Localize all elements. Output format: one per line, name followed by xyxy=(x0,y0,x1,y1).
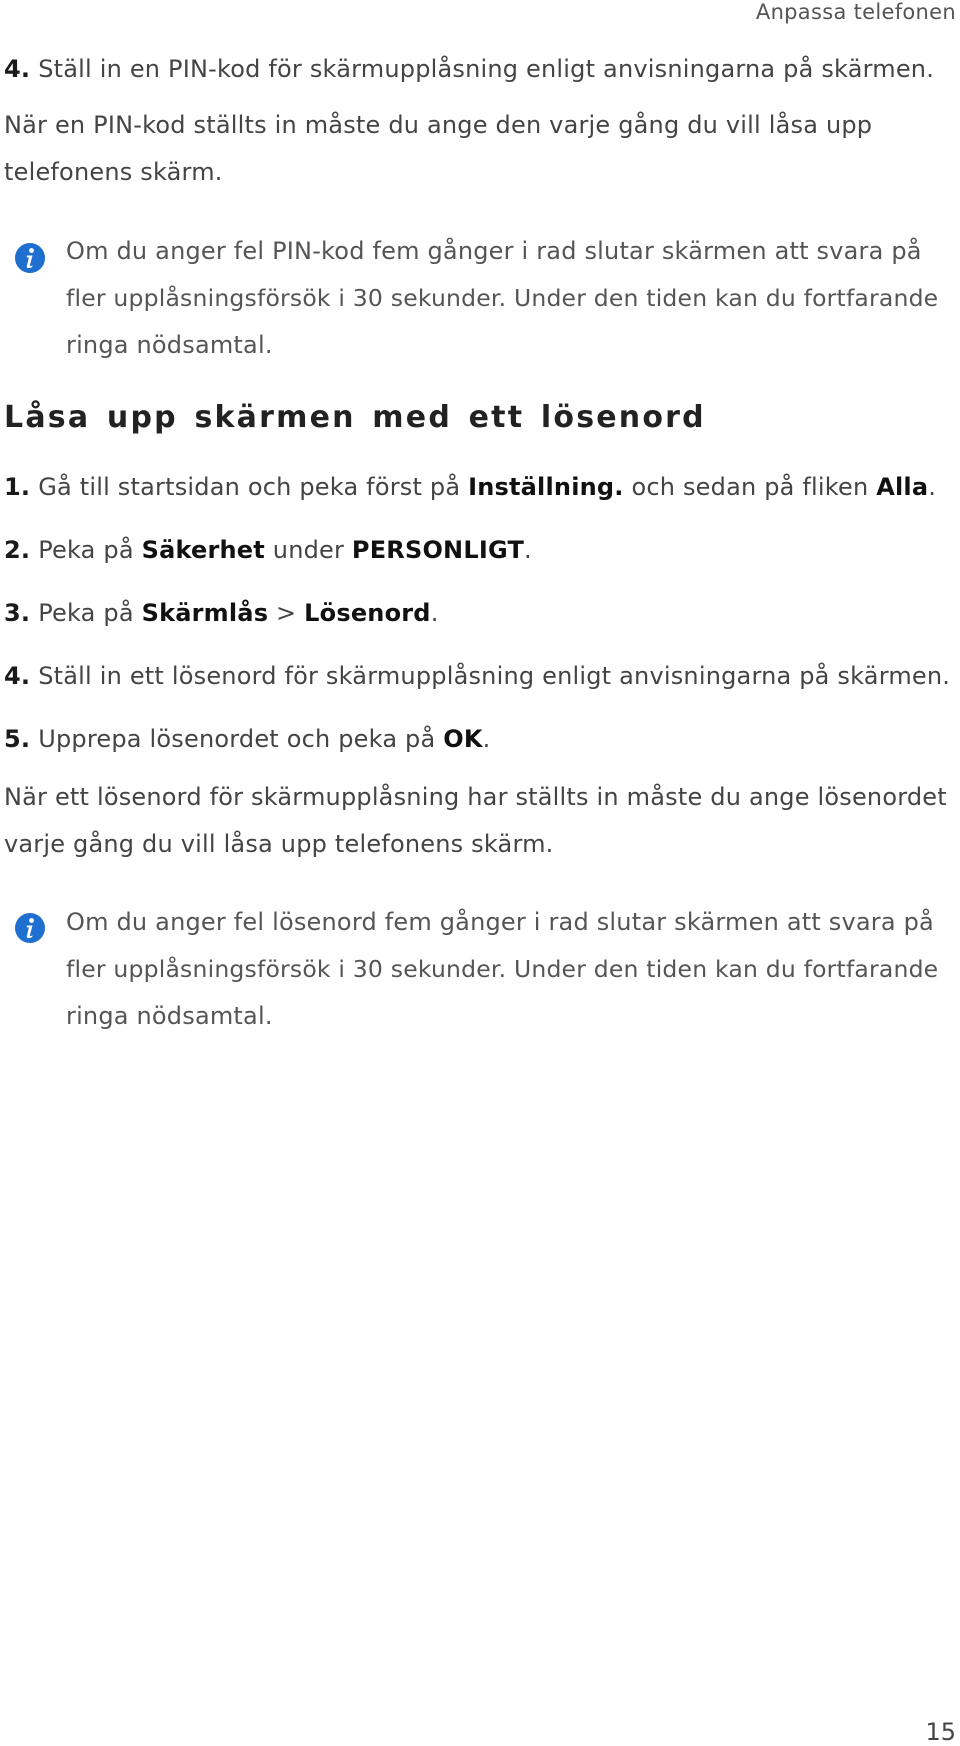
step-text: Upprepa lösenordet och peka på xyxy=(38,725,444,753)
button-name: OK xyxy=(443,725,483,753)
section-heading: Låsa upp skärmen med ett lösenord xyxy=(4,400,706,435)
pin-note-line-3: ringa nödsamtal. xyxy=(66,331,273,359)
password-step-1 xyxy=(4,472,936,502)
password-step-5 xyxy=(4,724,490,754)
step-text: . xyxy=(430,599,439,627)
info-icon xyxy=(14,242,46,274)
password-step-2 xyxy=(4,535,532,565)
setting-name: Inställning. xyxy=(468,473,624,501)
step-text: och sedan på fliken xyxy=(623,473,877,501)
info-icon xyxy=(14,912,46,944)
step-number: 3. xyxy=(4,599,31,627)
step-number: 4. xyxy=(4,55,31,83)
password-note-line-1: Om du anger fel lösenord fem gånger i rad slutar skärmen att svara på xyxy=(66,908,934,936)
step-text: under xyxy=(264,536,352,564)
step-text: . xyxy=(524,536,532,564)
step-text: . xyxy=(482,725,491,753)
menu-name: Säkerhet xyxy=(141,536,265,564)
step-number: 4. xyxy=(4,662,31,690)
pin-paragraph-line-2: telefonens skärm. xyxy=(4,158,223,186)
category-name: PERSONLIGT xyxy=(351,536,525,564)
option-name: Lösenord xyxy=(304,599,431,627)
section-header: Anpassa telefonen xyxy=(755,0,956,24)
pin-note-line-2: fler upplåsningsförsök i 30 sekunder. Under den tiden kan du fortfarande xyxy=(66,284,939,312)
step-text: > xyxy=(268,599,305,627)
password-paragraph-line-1: När ett lösenord för skärmupplåsning har ställts in måste du ange lösenordet xyxy=(4,783,947,811)
password-paragraph-line-2: varje gång du vill låsa upp telefonens skärm. xyxy=(4,830,554,858)
step-number: 5. xyxy=(4,725,31,753)
password-note-line-3: ringa nödsamtal. xyxy=(66,1002,273,1030)
pin-note-line-1: Om du anger fel PIN-kod fem gånger i rad slutar skärmen att svara på xyxy=(66,237,922,265)
password-step-4 xyxy=(4,661,950,691)
pin-paragraph-line-1: När en PIN-kod ställts in måste du ange den varje gång du vill låsa upp xyxy=(4,111,873,139)
pin-step-4 xyxy=(4,54,934,84)
step-text: Gå till startsidan och peka först på xyxy=(38,473,469,501)
step-text: Ställ in ett lösenord för skärmupplåsning enligt anvisningarna på skärmen. xyxy=(38,662,951,690)
password-step-3 xyxy=(4,598,439,628)
step-number: 1. xyxy=(4,473,31,501)
menu-name: Skärmlås xyxy=(141,599,269,627)
step-text: Peka på xyxy=(38,536,142,564)
step-text: . xyxy=(928,473,937,501)
tab-name: Alla xyxy=(876,473,929,501)
password-note-line-2: fler upplåsningsförsök i 30 sekunder. Under den tiden kan du fortfarande xyxy=(66,955,939,983)
step-text: Peka på xyxy=(38,599,142,627)
page-number: 15 xyxy=(925,1718,956,1746)
step-number: 2. xyxy=(4,536,31,564)
step-text: Ställ in en PIN-kod för skärmupplåsning enligt anvisningarna på skärmen. xyxy=(38,55,935,83)
